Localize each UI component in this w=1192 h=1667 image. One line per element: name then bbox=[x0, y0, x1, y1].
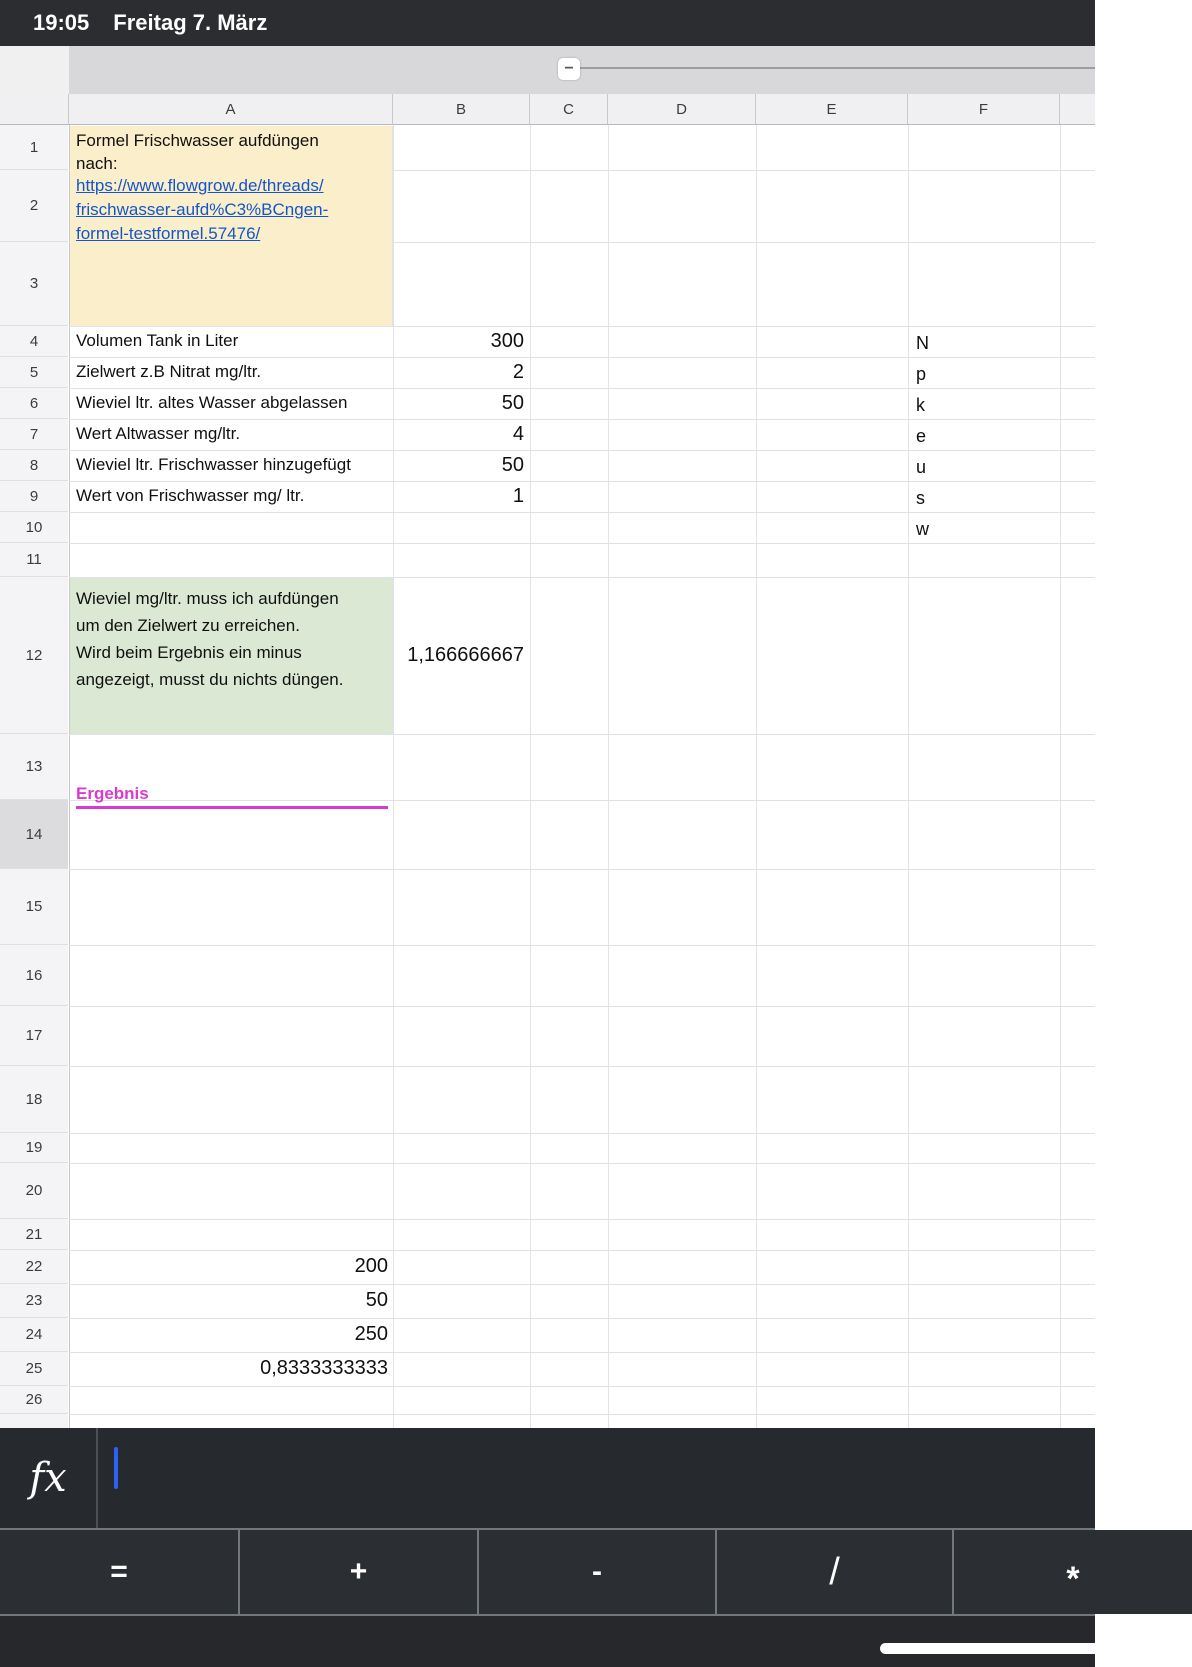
row-header-1[interactable]: 1 bbox=[0, 125, 68, 170]
bottom-chrome bbox=[0, 1616, 1095, 1667]
cell-b8[interactable]: 50 bbox=[501, 453, 524, 476]
gridline-h bbox=[69, 1414, 1095, 1415]
collapse-handle-button[interactable] bbox=[558, 58, 580, 80]
status-time: 19:05 bbox=[33, 10, 90, 35]
row-header-6[interactable]: 6 bbox=[0, 388, 68, 419]
cell-a23[interactable]: 50 bbox=[365, 1289, 388, 1311]
key-divide[interactable]: / bbox=[717, 1530, 952, 1614]
cell-a24[interactable]: 250 bbox=[354, 1323, 388, 1345]
column-header-f[interactable]: F bbox=[908, 94, 1060, 125]
status-date: Freitag 7. März bbox=[113, 10, 268, 35]
row-header-24[interactable]: 24 bbox=[0, 1318, 68, 1352]
row-header-20[interactable]: 20 bbox=[0, 1163, 68, 1219]
cell-a22[interactable]: 200 bbox=[354, 1255, 388, 1277]
row-header-5[interactable]: 5 bbox=[0, 357, 68, 388]
key-plus[interactable]: + bbox=[240, 1530, 477, 1614]
gridline-v bbox=[608, 125, 609, 1428]
cell-b6[interactable]: 50 bbox=[501, 391, 524, 414]
key-divider bbox=[238, 1530, 240, 1614]
spreadsheet-grid bbox=[0, 94, 1095, 1428]
toolbar-collapsed-strip bbox=[0, 46, 1095, 94]
cell-f9[interactable]: s bbox=[916, 487, 925, 508]
gridline-h bbox=[69, 1219, 1095, 1220]
cell-a5[interactable]: Zielwert z.B Nitrat mg/ltr. bbox=[76, 362, 262, 381]
row-header-2[interactable]: 2 bbox=[0, 170, 68, 242]
row-header-9[interactable]: 9 bbox=[0, 481, 68, 512]
row-header-25[interactable]: 25 bbox=[0, 1352, 68, 1386]
text-caret bbox=[114, 1447, 118, 1489]
row-header-16[interactable]: 16 bbox=[0, 945, 68, 1006]
key-equals[interactable]: = bbox=[0, 1530, 238, 1614]
key-multiply[interactable]: * bbox=[954, 1530, 1192, 1614]
cell-b4[interactable]: 300 bbox=[490, 329, 524, 352]
cell-f8[interactable]: u bbox=[916, 456, 927, 477]
cell-f4[interactable]: N bbox=[916, 332, 929, 353]
cell-f7[interactable]: e bbox=[916, 425, 927, 446]
row-header-7[interactable]: 7 bbox=[0, 419, 68, 450]
cell-a12[interactable]: Wieviel mg/ltr. muss ich aufdüngen um den Zielwert zu erreichen. Wird beim Ergebnis ein minus angezeigt, musst du nichts düngen. bbox=[76, 589, 344, 689]
key-divider bbox=[952, 1530, 954, 1614]
row-header-17[interactable]: 17 bbox=[0, 1006, 68, 1066]
gridline-v bbox=[530, 125, 531, 1428]
row-header-4[interactable]: 4 bbox=[0, 326, 68, 357]
fx-icon: fx bbox=[29, 1455, 67, 1501]
gridline-h bbox=[69, 1066, 1095, 1067]
row-header-22[interactable]: 22 bbox=[0, 1250, 68, 1284]
result-label: Ergebnis bbox=[76, 784, 149, 803]
column-header-g-partial[interactable] bbox=[1060, 94, 1095, 125]
gridline-v bbox=[393, 125, 394, 1428]
formula-bar-divider bbox=[96, 1428, 98, 1528]
key-divider bbox=[477, 1530, 479, 1614]
gridline-v bbox=[908, 125, 909, 1428]
cell-b9[interactable]: 1 bbox=[512, 484, 524, 507]
key-divider bbox=[715, 1530, 717, 1614]
key-minus[interactable]: - bbox=[479, 1530, 715, 1614]
toolbar-strip-corner bbox=[0, 46, 69, 94]
row-header-11[interactable]: 11 bbox=[0, 543, 68, 577]
row-header-13[interactable]: 13 bbox=[0, 734, 68, 800]
gridline-h bbox=[69, 1006, 1095, 1007]
corner-cell[interactable] bbox=[0, 94, 69, 125]
column-header-a[interactable]: A bbox=[69, 94, 393, 125]
row-header-15[interactable]: 15 bbox=[0, 869, 68, 945]
column-header-d[interactable]: D bbox=[608, 94, 756, 125]
column-header-b[interactable]: B bbox=[393, 94, 530, 125]
cell-a1[interactable]: Formel Frischwasser aufdüngen nach: bbox=[76, 131, 319, 173]
gridline-h bbox=[69, 734, 1095, 735]
gridline-h bbox=[69, 1386, 1095, 1387]
divider-line bbox=[580, 67, 1095, 69]
row-header-26[interactable]: 26 bbox=[0, 1386, 68, 1414]
gridline-h bbox=[69, 543, 1095, 544]
column-header-e[interactable]: E bbox=[756, 94, 908, 125]
gridline-h bbox=[69, 1133, 1095, 1134]
column-header-c[interactable]: C bbox=[530, 94, 608, 125]
cell-a25[interactable]: 0,8333333333 bbox=[260, 1357, 388, 1379]
cell-f10[interactable]: w bbox=[916, 518, 929, 539]
cell-b12[interactable]: 1,166666667 bbox=[407, 643, 524, 666]
gridline-h bbox=[69, 512, 1095, 513]
row-header-8[interactable]: 8 bbox=[0, 450, 68, 481]
row-header-19[interactable]: 19 bbox=[0, 1133, 68, 1163]
cell-a9[interactable]: Wert von Frischwasser mg/ ltr. bbox=[76, 486, 305, 505]
status-bar bbox=[0, 0, 1095, 46]
cell-f6[interactable]: k bbox=[916, 394, 925, 415]
row-header-12[interactable]: 12 bbox=[0, 577, 68, 734]
gridline-v bbox=[1060, 125, 1061, 1428]
row-header-3[interactable]: 3 bbox=[0, 242, 68, 326]
cell-b5[interactable]: 2 bbox=[512, 360, 524, 383]
cell-b7[interactable]: 4 bbox=[512, 422, 524, 445]
cell-a4[interactable]: Volumen Tank in Liter bbox=[76, 331, 239, 350]
cell-a12-result[interactable] bbox=[76, 784, 388, 810]
formula-input[interactable] bbox=[110, 1428, 1090, 1528]
gridline-v bbox=[756, 125, 757, 1428]
cell-a7[interactable]: Wert Altwasser mg/ltr. bbox=[76, 424, 241, 443]
result-underline bbox=[76, 806, 388, 809]
row-header-18[interactable]: 18 bbox=[0, 1066, 68, 1133]
cell-a8[interactable]: Wieviel ltr. Frischwasser hinzugefügt bbox=[76, 455, 351, 474]
home-indicator[interactable] bbox=[880, 1643, 1170, 1654]
row-header-14-selected[interactable]: 14 bbox=[0, 800, 68, 869]
cell-f5[interactable]: p bbox=[916, 363, 927, 384]
row-header-23[interactable]: 23 bbox=[0, 1284, 68, 1318]
gridline-h bbox=[69, 869, 1095, 870]
cell-a2-link[interactable]: https://www.flowgrow.de/threads/ frischwasser-aufd%C3%BCngen- formel-testformel.57476/ bbox=[76, 176, 329, 243]
gridline-h bbox=[69, 1163, 1095, 1164]
row-header-21[interactable]: 21 bbox=[0, 1219, 68, 1250]
minus-icon: − bbox=[564, 60, 574, 77]
cell-a6[interactable]: Wieviel ltr. altes Wasser abgelassen bbox=[76, 393, 348, 412]
gridline-h bbox=[69, 945, 1095, 946]
row-header-10[interactable]: 10 bbox=[0, 512, 68, 543]
